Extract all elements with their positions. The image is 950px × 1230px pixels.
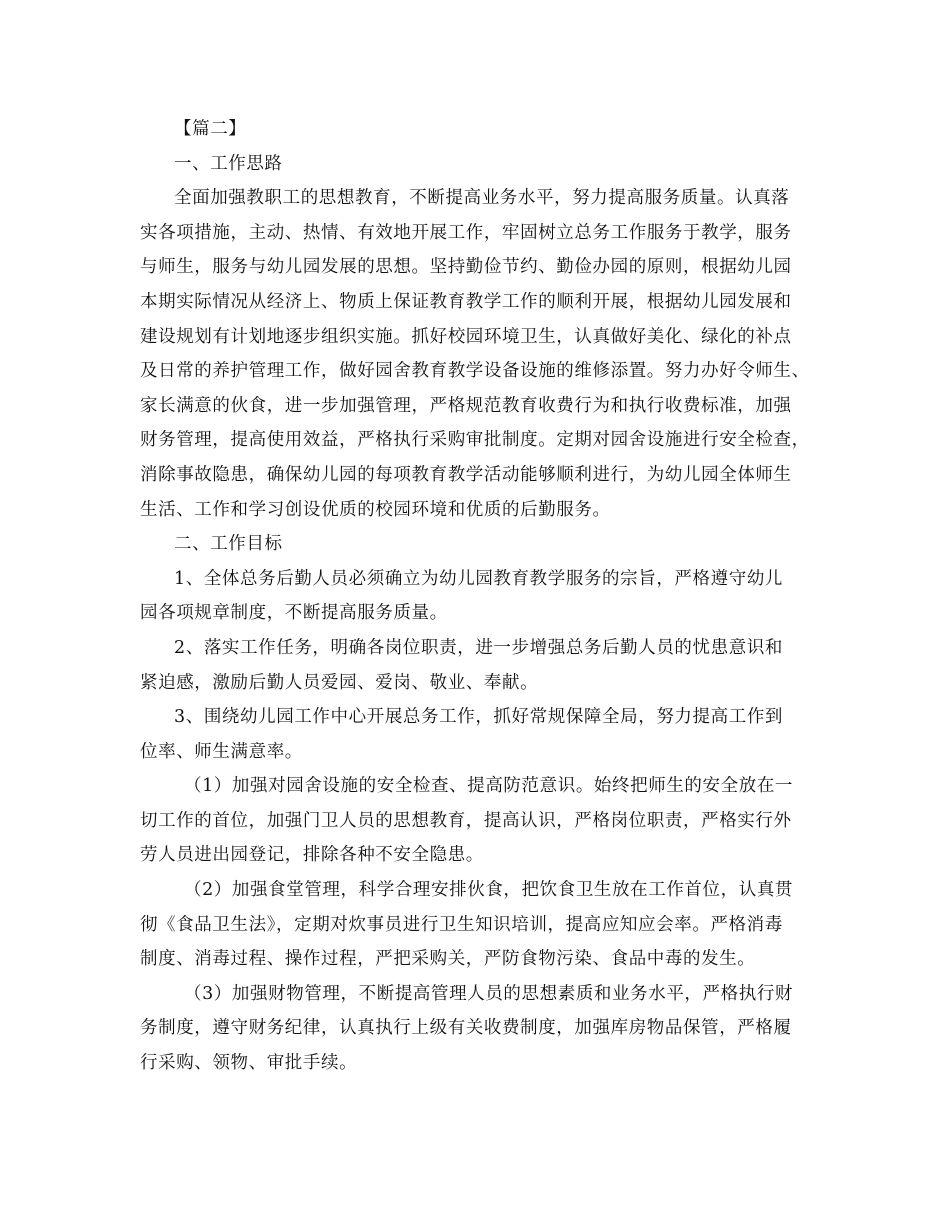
paragraph-line: 财务管理，提高使用效益，严格执行采购审批制度。定期对园舍设施进行安全检查， (140, 430, 810, 451)
paragraph-line: 2、落实工作任务，明确各岗位职责，进一步增强总务后勤人员的忧患意识和 (174, 637, 784, 658)
paragraph-line: 行采购、领物、审批手续。 (140, 1053, 358, 1074)
paragraph-line: 3、围绕幼儿园工作中心开展总务工作，抓好常规保障全局，努力提高工作到 (174, 707, 784, 728)
heading-work-ideas: 一、工作思路 (174, 153, 283, 174)
paragraph-line: 建设规划有计划地逐步组织实施。抓好校园环境卫生，认真做好美化、绿化的补点 (140, 326, 792, 347)
paragraph-line: 紧迫感，激励后勤人员爱园、爱岗、敬业、奉献。 (140, 672, 539, 693)
sub-item-2 (140, 873, 830, 977)
paragraph-line: 及日常的养护管理工作，做好园舍教育教学设备设施的维修添置。努力办好令师生、 (140, 361, 810, 382)
paragraph-line: 实各项措施，主动、热情、有效地开展工作，牢固树立总务工作服务于教学，服务 (140, 222, 792, 243)
goal-item-1 (140, 562, 830, 631)
section-title: 【篇二】 (174, 119, 247, 139)
paragraph-line: 1、全体总务后勤人员必须确立为幼儿园教育教学服务的宗旨，严格遵守幼儿 (174, 568, 784, 589)
paragraph-line: 切工作的首位，加强门卫人员的思想教育，提高认识，严格岗位职责，严格实行外 (140, 810, 792, 831)
paragraph-line: （2）加强食堂管理，科学合理安排伙食，把饮食卫生放在工作首位，认真贯 (184, 880, 794, 901)
paragraph-line: （1）加强对园舍设施的安全检查、提高防范意识。始终把师生的安全放在一 (184, 776, 794, 797)
sub-item-3 (140, 977, 830, 1081)
paragraph-line: 生活、工作和学习创设优质的校园环境和优质的后勤服务。 (140, 499, 611, 520)
paragraph-line: 家长满意的伙食，进一步加强管理，严格规范教育收费行为和执行收费标准，加强 (140, 395, 792, 416)
paragraph-line: 劳人员进出园登记，排除各种不安全隐患。 (140, 845, 484, 866)
heading-work-goals: 二、工作目标 (174, 534, 283, 555)
paragraph-line: （3）加强财物管理，不断提高管理人员的思想素质和业务水平，严格执行财 (184, 983, 794, 1004)
paragraph-line: 园各项规章制度，不断提高服务质量。 (140, 603, 448, 624)
goal-item-2 (140, 631, 830, 700)
paragraph-line: 位率、师生满意率。 (140, 741, 303, 762)
paragraph-line: 与师生，服务与幼儿园发展的思想。坚持勤俭节约、勤俭办园的原则，根据幼儿园 (140, 257, 792, 278)
paragraph-line: 务制度，遵守财务纪律，认真执行上级有关收费制度，加强库房物品保管，严格履 (140, 1018, 792, 1039)
paragraph-line: 消除事故隐患，确保幼儿园的每项教育教学活动能够顺利进行，为幼儿园全体师生 (140, 464, 792, 485)
paragraph-line: 制度、消毒过程、操作过程，严把采购关，严防食物污染、食品中毒的发生。 (140, 949, 756, 970)
paragraph-line: 全面加强教职工的思想教育，不断提高业务水平，努力提高服务质量。认真落 (174, 188, 790, 209)
paragraph-line: 本期实际情况从经济上、物质上保证教育教学工作的顺利开展，根据幼儿园发展和 (140, 291, 792, 312)
paragraph-line: 彻《食品卫生法》，定期对炊事员进行卫生知识培训，提高应知应会率。严格消毒 (140, 914, 783, 935)
paragraph-work-ideas (140, 181, 830, 527)
document-page (140, 112, 830, 1081)
sub-item-1 (140, 769, 830, 873)
goal-item-3 (140, 700, 830, 769)
